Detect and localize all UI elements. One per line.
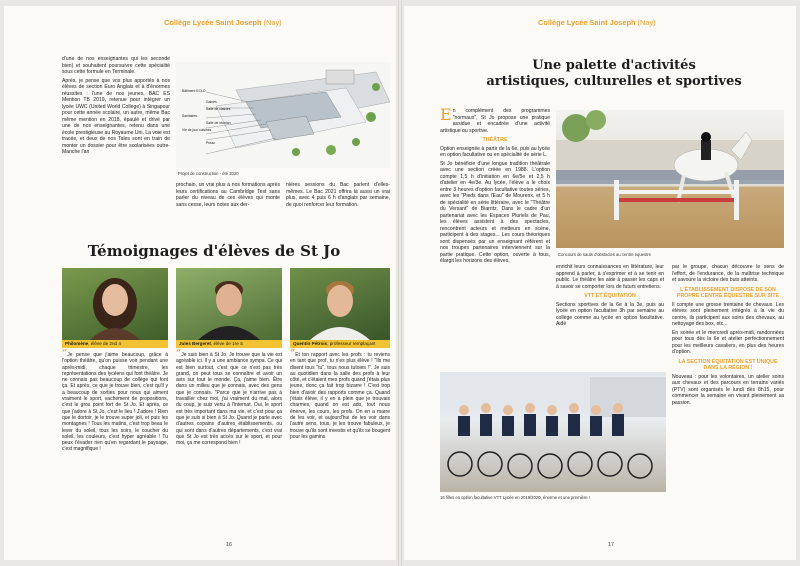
subheading-vtt: VTT ET ÉQUITATION (584, 293, 636, 299)
testimonial-name: Jules Bergeret (179, 341, 211, 346)
plan-label: Gaines (206, 100, 217, 104)
plan-label: Vie de jour cuisines (182, 128, 212, 132)
bike-caption: 16 filles en option facultative VTT Lycée en 2019/2020, énorme et une première ! (440, 495, 590, 500)
testimonial-jules (176, 349, 282, 447)
paragraph: Sections sportives de la 6e à la 3e, puis au lycée en option facultative 3h par semaine au collège comme au lycée en option facultative. Aidé (556, 301, 664, 327)
subheading-section: LA SECTION ÉQUITATION EST UNIQUE DANS LA RÉGION ! (678, 358, 778, 371)
plan-label: Salle de réunion (206, 121, 231, 125)
construction-plan (176, 62, 390, 168)
intro-text: n complément des programmes "normaux", St Jo propose une pratique assidue et encadrée d'une activité artistique ou sportive. (440, 108, 550, 134)
namebar-quentin (290, 340, 390, 348)
paragraph: d'une de nos enseignantes qui les seconde bien) et souhaitent poursuivre cette spécialité sous cette formule en Terminale. (62, 56, 170, 75)
plan-label: Sanitaires (182, 114, 198, 118)
left-page (4, 6, 396, 560)
testimonial-text: Je pense que j'aime beaucoup, grâce à l'option théâtre, qu'on puisse voir pendant une après-midi, chaque trimestre, les représentations des lycéens qui font théâtre. Je ne connais pas beaucoup de collège qui font ça. Et après, ce que je trouve bien, c'est qu'il y a beaucoup de sorties pour nous qui aiment vraiment le sport, vachement de propositions, c'est le gros point fort de St Jo. Et après, ce que j'adore à St Jo, c'est le lieu ! J'adore ! Rien que le dortoir, je le trouve super joli, et puis les montagnes ! Tous les matins, c'est trop beau le lever du soleil, tous les soirs, le coucher du soleil, les couleurs, c'est hyper agréable ! Tu peux t'évader rien qu'en regardant le paysage, c'est magnifique ! (62, 352, 168, 453)
testimonial-name: Philomène (65, 341, 89, 346)
photo-philomene (62, 268, 168, 340)
drop-cap: E (440, 105, 452, 124)
testimonial-role: , élève de 1re S (210, 341, 244, 346)
portrait-drawing (290, 268, 390, 340)
quote-mark: “ (62, 349, 68, 359)
plan-caption: Projet de construction - été 2020 (178, 171, 239, 176)
testimonial-text: Et ton rapport avec les profs : tu reviens en tant que prof, tu n'es plus élève ! "Ils me disent tous "tu", tous nous tutoies !". Je suis au quotidien dans la salle des profs à leur côté, et c'étaient mes profs quand j'étais plus jeune, donc ça fait trop bizarre ! C'est trop bien d'avoir des rapports comme ça. Quand j'étais élève, il y en a plein que je trouvais charmes, quand on est ado, tout nous énerve, les cours, les profs. On en a marre de les voir, et aujourd'hui de les voir dans l'autre sens, tous, je les trouve fabuleux, je trouve qu'ils sont investis et qu'ils se bougent pour les gamins (290, 352, 390, 440)
page-header (538, 18, 656, 27)
page-number: 16 (226, 542, 233, 548)
right-page (404, 6, 796, 560)
paragraph: St Jo bénéficie d'une longue tradition théâtrale avec une section créée en 1988. L'option compte 1,5 h d'initiation en 6e/5e et 2,5 h d'atelier en 4e/3e. Au lycée, l'élève a le choix entre 3 heures d'option facultative toutes séries, avec les "Pieds dans l'Eau" de Mourenx, et 5 h de spécialité en série littéraire, avec le "Théâtre du Versant" de Biarritz. Dans le cadre d'un partenariat avec les Espaces Pluriels de Pau, les élèves assistent à des spectacles, rencontrent acteurs et metteurs en scène, participent à des stages... Les cours théoriques sont dispensés par un enseignant référent et nos troupes partenaires interviennent sur la partie pratique. Cette option, ouverte à tous, élargit les horizons des élèves, (440, 160, 550, 264)
page-header (164, 18, 282, 27)
paragraph: Nouveau : pour les volontaires, un atelier soins aux chevaux et des parcours en terrains variés (PTV) sont organisés le lundi dès 8h15, pour commencer la semaine en vivant pleinement sa passion. (672, 373, 784, 406)
right-column-1 (440, 105, 550, 267)
plan-legend (182, 88, 231, 147)
quote-mark: “ (290, 349, 296, 359)
plan-label: Préau (206, 141, 216, 145)
school-city: (Nay) (637, 18, 656, 27)
paragraph: Il compte une grosse trentaine de chevaux. Les élèves sont pleinement intégrés à la vie du centre, ils participent aux soins des chevaux, au nettoyage des box, etc... (672, 301, 784, 327)
bike-photo (440, 372, 666, 492)
testimonial-role: , élève de 2nd 4 (88, 341, 121, 346)
left-column-1 (62, 56, 170, 158)
horse-drawing (556, 110, 784, 248)
school-name: Collège Lycée Saint Joseph (538, 18, 636, 27)
left-column-3: nières sessions du Bac parlent d'elles-mêmes. Le Bac 2021 offrira là aussi un vrai plus, avec 4 puis 6 h d'anglais par semaine, de quoi renforcer leur formation. (286, 182, 390, 208)
photo-quentin (290, 268, 390, 340)
photo-jules (176, 268, 282, 340)
title-line: artistiques, culturelles et sportives (486, 74, 742, 89)
paragraph: Après, je pense que vos plus apportés à nos élèves de section Euro Anglais et à d'énormes réussites : l'une de nos jeunes, BAC ES Mention TB 2019, retenue pour intégrer un lycée UWC (United World College) à Singapour pour cette année scolaire, un autre, même Bac même mention en 2018, épaulé et drivé par une de nos enseignantes, retenu dans une école prestigieuse au Royaume Uni. La voie est tracée, et deux de nos Tales sont en train de monter un dossier pour être scolarisées outre-Manche l'an (62, 77, 170, 155)
page-number: 17 (608, 542, 615, 548)
testimonials-title: Témoignages d'élèves de St Jo (87, 242, 341, 260)
paragraph: par le groupe, chacun découvre le sens de l'effort, de l'endurance, de la maîtrise technique et savoure la victoire des buts atteints. (672, 264, 784, 283)
portrait-drawing (176, 268, 282, 340)
right-column-3 (672, 264, 784, 408)
left-column-2: prochain, un vrai plus à nos formations après leurs certifications au Cambridge Test sans parler du niveau de ces élèves qui monte sans cesse, leurs notes aux der- (176, 182, 280, 208)
title-line: Une palette d'activités (532, 58, 696, 73)
horse-photo (556, 110, 784, 248)
plan-label: Bâtiment ECLO (182, 89, 206, 93)
namebar-philomene (62, 340, 168, 348)
subheading-centre: L'ÉTABLISSEMENT DISPOSE DE SON PROPRE CENTRE ÉQUESTRE SUR SITE (676, 286, 780, 299)
horse-caption: Concours de sauts d'obstacles au centre équestre (558, 252, 651, 257)
paragraph: enrichit leurs connaissances en littérature, leur apprend à parler, à s'exprimer et à se tenir en public. Le théâtre les aide à passer les caps et à savoir se comporter lors de futurs entretiens. (556, 264, 664, 290)
activities-title (444, 58, 784, 90)
school-city: (Nay) (263, 18, 282, 27)
namebar-jules (176, 340, 282, 348)
plan-label: Salle de classes (206, 107, 231, 111)
paragraph: En soirée et le mercredi après-midi, randonnées pour tous dès la 6e et atelier perfectionnement pour les meilleurs cavaliers, en plus des heures d'option. (672, 329, 784, 355)
subheading-theatre: THÉÂTRE (482, 137, 508, 143)
testimonial-text: Je suis bien à St Jo. Je trouve que la vie est agréable ici. Il y a une ambiance sympa. Ce qui est bien surtout, c'est que ce n'est pas très grand, on peut tous se connaître et avoir un avis sur tout le monde. Ça, j'aime bien. Être dans un milieu que je connais, avec des gens que je connais. "Parce que je n'arrive pas à travailler chez moi, j'ai vraiment du mal, alors du coup, je suis venu à l'internat. Oui, le sport est très important dans ma vie, et c'est pour ça que je suis si bien à St Jo. Quand je parle avec d'autres copains d'autres établissements, ou qui sont dans d'autres départements, c'est vrai que St Jo est très accès sur le sport, et pour moi, ça me correspond bien ! (176, 352, 282, 447)
testimonial-quentin (290, 349, 390, 440)
paragraph: Option enseignée à partir de la 6e, puis au lycée en option facultative ou en spécialité de série L. (440, 145, 550, 158)
right-column-2 (556, 264, 664, 330)
testimonial-philomene (62, 349, 168, 453)
bikes-drawing (440, 372, 666, 492)
testimonial-role: , professeur remplaçant (327, 341, 376, 346)
quote-mark: “ (176, 349, 182, 359)
school-name: Collège Lycée Saint Joseph (164, 18, 262, 27)
testimonial-name: Quentin Pétrois (293, 341, 328, 346)
portrait-drawing (62, 268, 168, 340)
